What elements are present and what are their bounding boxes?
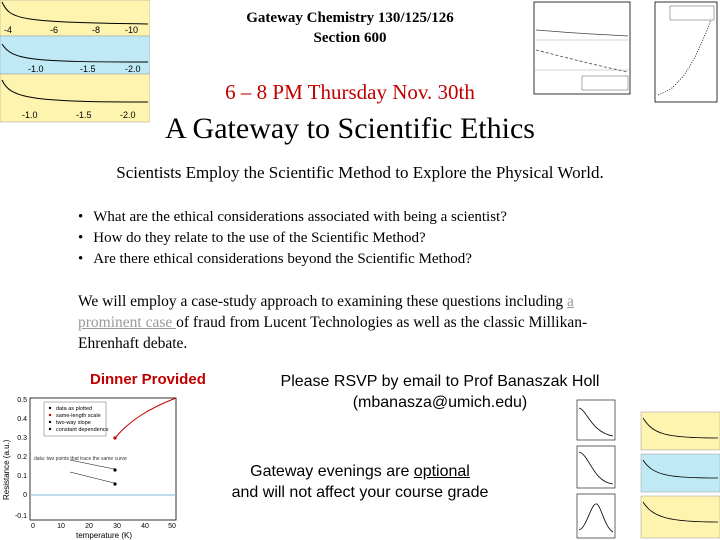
panel-1-tick: -10: [125, 25, 139, 35]
panel-bg: [641, 412, 720, 450]
course-header: [150, 8, 550, 48]
panel-bg: [641, 496, 720, 538]
svg-text:0: 0: [23, 492, 27, 499]
list-item: • How do they relate to the use of the Scientific Method?: [78, 228, 507, 249]
panel-bg: [641, 454, 720, 492]
page-title: A Gateway to Scientific Ethics: [165, 112, 535, 145]
x-axis-label: temperature (K): [75, 531, 133, 540]
course-name: Gateway Chemistry 130/125/126: [246, 10, 454, 26]
rsvp-email: (mbanasza@umich.edu): [352, 394, 528, 411]
y-axis-label: Resistance (a.u.): [2, 439, 11, 500]
svg-text:0.4: 0.4: [17, 416, 27, 423]
optional-line: Gateway evenings are optional: [250, 463, 470, 480]
legend: [44, 402, 109, 436]
case-study-paragraph: [78, 291, 618, 354]
question-list: [78, 207, 507, 270]
course-section: Section 600: [313, 30, 387, 46]
svg-text:0.3: 0.3: [17, 435, 27, 442]
svg-text:0: 0: [31, 523, 35, 530]
bottom-right-figure: [575, 398, 720, 540]
panel-2-tick: -2.0: [125, 64, 141, 74]
svg-text:30: 30: [113, 523, 121, 530]
dinner-notice: Dinner Provided: [90, 371, 206, 388]
optional-notice: [210, 461, 510, 503]
panel-3-tick: -1.5: [76, 110, 92, 120]
optional-emphasis: optional: [413, 463, 470, 480]
paragraph-text-end: of fraud from Lucent Technologies as well as the classic Millikan-Ehrenhaft debate.: [78, 314, 588, 352]
svg-text:same-length scale: same-length scale: [56, 413, 101, 419]
svg-text:0.2: 0.2: [17, 454, 27, 461]
panel-3-tick: -2.0: [120, 110, 136, 120]
svg-text:data as plotted: data as plotted: [56, 406, 93, 412]
panel-3-tick: -1.0: [22, 110, 38, 120]
resistance-plot: [0, 390, 190, 540]
grade-line: and will not affect your course grade: [231, 484, 489, 501]
svg-text:two-way slope: two-way slope: [56, 420, 91, 426]
paragraph-text-start: We will employ a case-study approach to examining these questions including: [78, 293, 568, 310]
x-ticks: [31, 523, 176, 530]
panel-1-tick: -6: [50, 25, 59, 35]
panel-2-tick: -1.5: [80, 64, 96, 74]
top-right-figure: [520, 0, 720, 112]
panel-2-tick: -1.0: [28, 64, 44, 74]
prominent-case-link[interactable]: a prominent case: [78, 293, 574, 331]
svg-text:-0.1: -0.1: [14, 513, 27, 520]
list-item: • What are the ethical considerations associated with being a scientist?: [78, 207, 507, 228]
top-left-figure: [0, 0, 150, 125]
svg-text:20: 20: [85, 523, 93, 530]
svg-text:50: 50: [168, 523, 176, 530]
svg-text:40: 40: [141, 523, 149, 530]
panel-1-tick: -8: [92, 25, 101, 35]
y-ticks: [15, 397, 27, 520]
panel-1-tick: -4: [4, 25, 13, 35]
svg-text:constant dependence: constant dependence: [56, 427, 109, 433]
svg-text:0.5: 0.5: [17, 397, 27, 404]
lead-text: Scientists Employ the Scientific Method to Explore the Physical World.: [116, 163, 604, 182]
svg-text:10: 10: [57, 523, 65, 530]
svg-text:0.1: 0.1: [17, 473, 27, 480]
rsvp-line: Please RSVP by email to Prof Banaszak Holl: [280, 373, 600, 390]
list-item: • Are there ethical considerations beyond the Scientific Method?: [78, 249, 507, 270]
event-time: 6 – 8 PM Thursday Nov. 30th: [225, 80, 475, 104]
plot-annotation: data: two points that trace the same curve: [34, 456, 127, 462]
